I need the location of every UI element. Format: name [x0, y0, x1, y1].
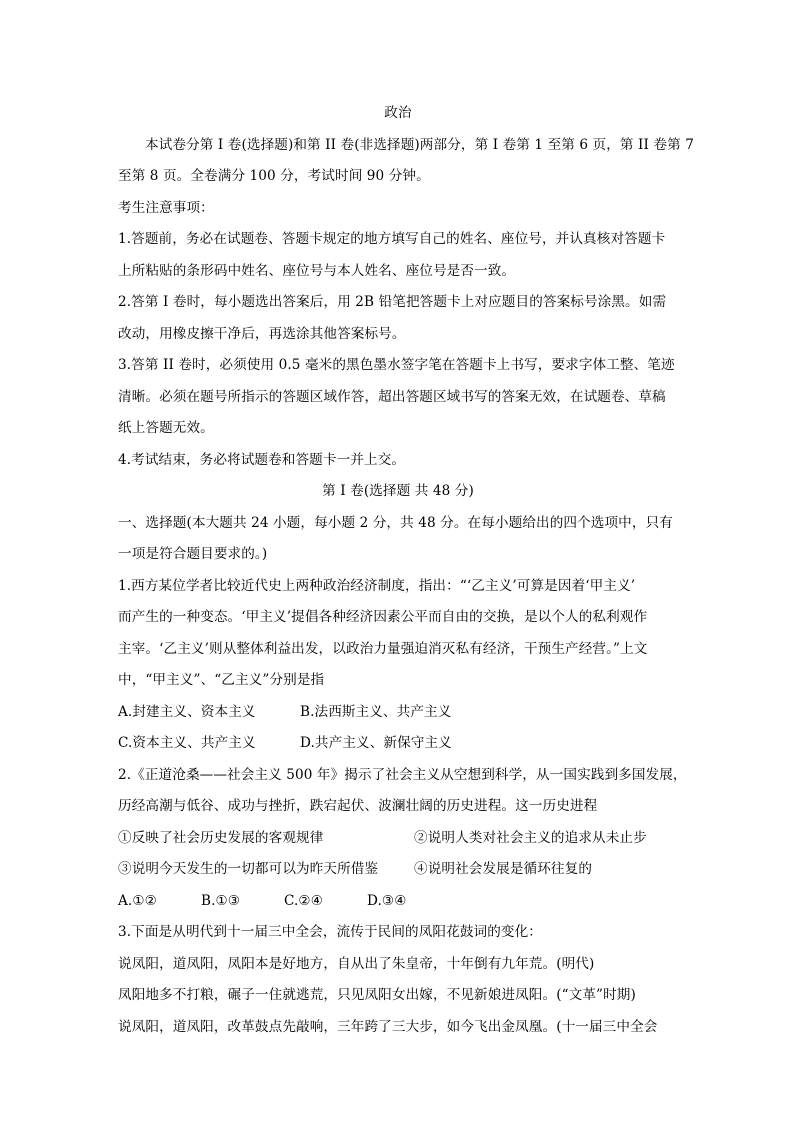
notice-line: 纸上答题无效。	[118, 420, 214, 436]
notice-line: 清晰。必须在题号所指示的答题区域作答，超出答题区域书写的答案无效，在试题卷、草稿	[118, 388, 666, 405]
statement-2: ②说明人类对社会主义的追求从未止步	[414, 829, 647, 846]
option-row	[118, 728, 678, 760]
notice-line: 1.答题前，务必在试题卷、答题卡规定的地方填写自己的姓名、座位号，并认真核对答题卡	[118, 231, 666, 247]
lyric-line: 凤阳地多不打粮，碾子一住就逃荒，只见凤阳女出嫁，不见新娘进凤阳。(“文革”时期)	[118, 987, 636, 1003]
section-desc-line: 一、选择题(本大题共 24 小题，每小题 2 分，共 48 分。在每小题给出的四个选项中，只有	[118, 514, 673, 531]
question-3	[118, 917, 678, 1043]
question-stem-line: 主宰。‘乙主义’则从整体利益出发，以政治力量强迫消灭私有经济，干预生产经营。”上文	[118, 640, 648, 657]
question-stem-line: 历经高潮与低谷、成功与挫折，跌宕起伏、波澜壮阔的历史进程。这一历史进程	[118, 798, 598, 814]
intro-line: 本试卷分第 I 卷(选择题)和第 II 卷(非选择题)两部分，第 I 卷第 1 至第 6 页，第 II 卷第 7	[145, 136, 694, 153]
question-stem-line: 1.西方某位学者比较近代史上两种政治经济制度，指出：“‘乙主义’可算是因着‘甲主义’	[118, 577, 636, 594]
section-title: 第 I 卷(选择题 共 48 分)	[322, 483, 474, 499]
notice-heading: 考生注意事项：	[118, 199, 214, 216]
option-c: C.②④	[284, 892, 324, 909]
exam-page	[118, 98, 694, 1043]
statement-4: ④说明社会发展是循环往复的	[414, 861, 593, 877]
option-b: B.法西斯主义、共产主义	[300, 703, 452, 720]
question-stem-line: 2.《正道沧桑——社会主义 500 年》揭示了社会主义从空想到科学，从一国实践到多国发展，	[118, 766, 687, 783]
option-a: A.①②	[118, 892, 157, 909]
statement-row	[118, 823, 678, 855]
option-b: B.①③	[201, 892, 241, 909]
option-a: A.封建主义、资本主义	[118, 703, 256, 720]
statement-1: ①反映了社会历史发展的客观规律	[118, 829, 324, 846]
option-row	[118, 697, 678, 729]
notice-line: 4.考试结束，务必将试题卷和答题卡一并上交。	[118, 451, 406, 468]
section-desc-line: 一项是符合题目要求的。)	[118, 546, 268, 562]
option-c: C.资本主义、共产主义	[118, 735, 256, 751]
question-stem-line: 中，“甲主义”、“乙主义”分别是指	[118, 672, 325, 688]
option-d: D.共产主义、新保守主义	[300, 735, 452, 751]
question-2	[118, 760, 687, 918]
notice-line: 2.答第 I 卷时，每小题选出答案后，用 2B 铅笔把答题卡上对应题目的答案标号涂黑。如需	[118, 294, 667, 310]
notice-line: 上所粘贴的条形码中姓名、座位号与本人姓名、座位号是否一致。	[118, 262, 516, 279]
lyric-line: 说凤阳，道凤阳，改革鼓点先敲响，三年跨了三大步，如今飞出金凤凰。(十一届三中全会	[118, 1018, 658, 1035]
lyric-line: 说凤阳，道凤阳，凤阳本是好地方，自从出了朱皇帝，十年倒有九年荒。(明代)	[118, 955, 595, 972]
option-d: D.③④	[367, 892, 407, 909]
question-stem-line: 而产生的一种变态。‘甲主义’提倡各种经济因素公平而自由的交换，是以个人的私利观作	[118, 609, 648, 625]
statement-row	[118, 854, 678, 886]
option-row	[118, 886, 678, 918]
intro-line: 至第 8 页。全卷满分 100 分，考试时间 90 分钟。	[118, 168, 430, 184]
question-1	[118, 571, 678, 760]
question-stem-line: 3.下面是从明代到十一届三中全会，流传于民间的凤阳花鼓词的变化：	[118, 924, 542, 940]
statement-3: ③说明今天发生的一切都可以为昨天所借鉴	[118, 861, 379, 877]
page-title: 政治	[384, 105, 412, 121]
notice-line: 改动，用橡皮擦干净后，再选涂其他答案标号。	[118, 325, 406, 342]
notice-line: 3.答第 II 卷时，必须使用 0.5 毫米的黑色墨水签字笔在答题卡上书写，要求字体工整、笔迹	[118, 357, 675, 373]
